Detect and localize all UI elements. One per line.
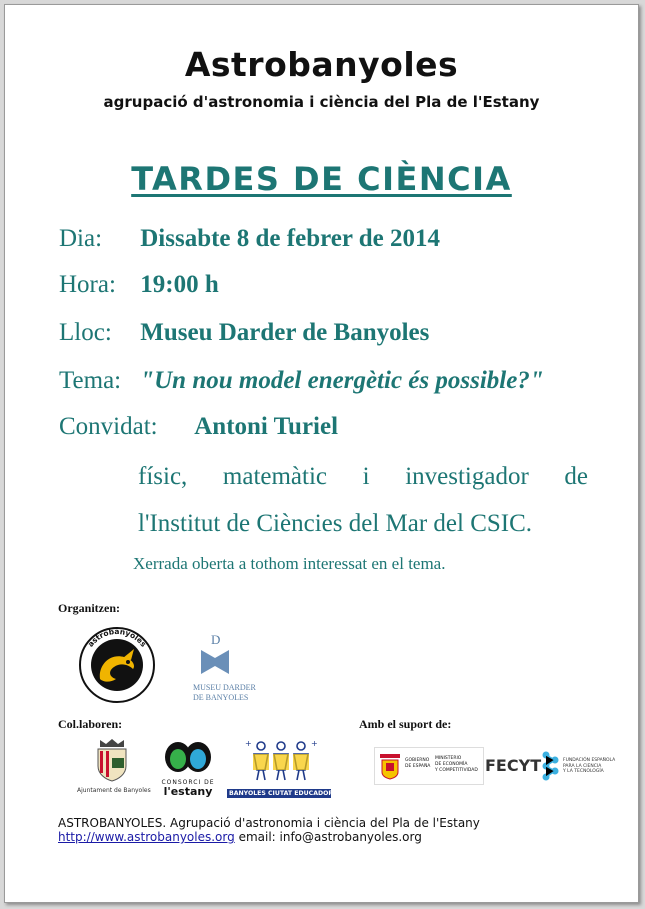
- ajuntament-logo: [77, 738, 151, 798]
- ministerio-text: [435, 756, 478, 774]
- ministerio-line2: DE ECONOMÍA: [435, 762, 468, 767]
- ciutat-educadora-logo: [227, 738, 337, 798]
- collaborators-label: Col.laboren:: [58, 717, 123, 731]
- museu-line2: DE BANYOLES: [193, 693, 249, 702]
- svg-text:+: +: [311, 739, 318, 748]
- ministerio-line3: Y COMPETITIVIDAD: [435, 768, 478, 773]
- poster-page: [4, 4, 639, 903]
- time-label: Hora:: [59, 271, 116, 298]
- fecyt-text: FECYT: [485, 756, 542, 775]
- guest-bio-line2: l'Institut de Ciències del Mar del CSIC.: [138, 510, 533, 537]
- website-link[interactable]: http://www.astrobanyoles.org: [58, 830, 235, 844]
- coat-of-arms-icon: [92, 738, 132, 782]
- gobierno-line2: DE ESPAÑA: [405, 764, 431, 769]
- museu-darder-icon: [193, 630, 283, 678]
- event-time-row: [59, 271, 219, 299]
- day-label: Dia:: [59, 225, 103, 252]
- fecyt-line2: PARA LA CIENCIA: [563, 763, 602, 769]
- gobierno-text: [405, 758, 430, 770]
- astrobanyoles-logo-text: astrobanyoles: [85, 626, 149, 649]
- guest-value: Antoni Turiel: [194, 413, 339, 440]
- event-topic-row: [59, 367, 544, 395]
- museu-line1: MUSEU DARDER: [193, 683, 256, 692]
- footer-organization: ASTROBANYOLES. Agrupació d'astronomia i ciència del Pla de l'Estany: [58, 816, 480, 830]
- footer-email: email: info@astrobanyoles.org: [238, 830, 422, 844]
- fecyt-foundation-text: [563, 758, 615, 775]
- fecyt-line3: Y LA TECNOLOGÍA: [563, 769, 604, 774]
- svg-text:D: D: [211, 632, 221, 647]
- event-guest-row: [59, 413, 338, 441]
- astrobanyoles-logo-icon: [76, 625, 158, 705]
- footer-contact: [58, 830, 422, 844]
- guest-label: Convidat:: [59, 413, 158, 440]
- gobierno-line1: GOBIERNO: [405, 758, 430, 763]
- page-subtitle: agrupació d'astronomia i ciència del Pla de l'Estany: [103, 93, 540, 111]
- consorci-line2: l'estany: [163, 785, 213, 798]
- event-heading: TARDES DE CIÈNCIA: [131, 160, 512, 198]
- topic-label: Tema:: [59, 367, 122, 394]
- place-label: Lloc:: [59, 319, 112, 346]
- organizers-label: Organitzen:: [58, 601, 120, 615]
- ciutat-educadora-text: BANYOLES CIUTAT EDUCADORA: [229, 790, 338, 797]
- time-value: 19:00 h: [140, 271, 219, 298]
- fecyt-line1: FUNDACIÓN ESPAÑOLA: [563, 758, 616, 763]
- place-value: Museu Darder de Banyoles: [140, 319, 430, 346]
- consorci-line1: CONSORCI DE: [161, 779, 215, 786]
- event-note: Xerrada oberta a tothom interessat en el tema.: [133, 554, 446, 573]
- support-label: Amb el suport de:: [359, 717, 452, 731]
- gobierno-espana-logo: [374, 747, 484, 785]
- guest-bio-line1: físic, matemàtic i investigador de: [138, 463, 588, 490]
- ciutat-educadora-icon: [227, 738, 335, 784]
- museu-darder-logo: [193, 630, 283, 705]
- consorci-estany-logo: [158, 740, 218, 800]
- astrobanyoles-logo: [76, 625, 158, 705]
- ministerio-line1: MINISTERIO: [435, 756, 462, 761]
- event-day-row: [59, 225, 440, 253]
- day-value: Dissabte 8 de febrer de 2014: [140, 225, 440, 252]
- event-place-row: [59, 319, 429, 347]
- ajuntament-text: Ajuntament de Banyoles: [77, 787, 151, 794]
- fecyt-logo: [483, 749, 616, 783]
- fecyt-molecule-icon: [538, 750, 562, 782]
- page-title: Astrobanyoles: [184, 45, 459, 84]
- topic-value: "Un nou model energètic és possible?": [140, 367, 544, 394]
- consorci-estany-icon: [163, 740, 213, 774]
- spain-shield-icon: [378, 752, 402, 780]
- svg-text:+: +: [245, 739, 252, 748]
